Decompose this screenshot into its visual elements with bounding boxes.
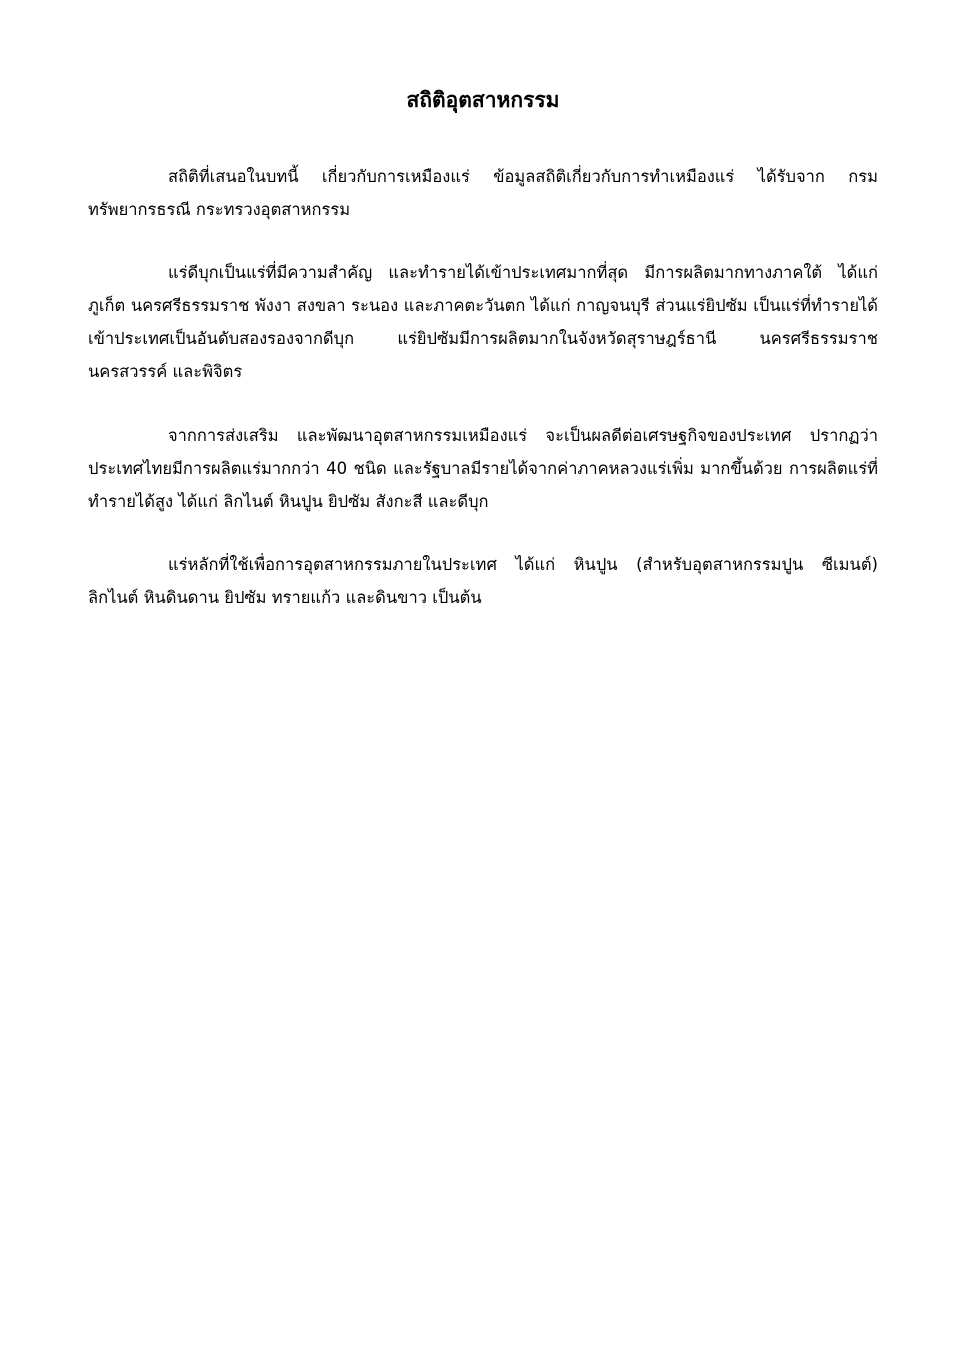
paragraph-mining-industry-development: จากการส่งเสริม และพัฒนาอุตสาหกรรมเหมืองแร่ จะเป็นผลดีต่อเศรษฐกิจของประเทศ ปรากฏว่าประเทศไทยมีการผลิตแร่มากกว่า 40 ชนิด และรัฐบาลมีรายได้จากค่าภาคหลวงแร่เพิ่ม มากขึ้นด้วย การผลิตแร่ที่ทำรายได้สูง ได้แก่ ลิกไนต์ หินปูน ยิปซัม สังกะสี และดีบุก — [88, 426, 878, 511]
paragraph-tin-and-gypsum: แร่ดีบุกเป็นแร่ที่มีความสำคัญ และทำรายได้เข้าประเทศมากที่สุด มีการผลิตมากทางภาคใต้ ได้แก่ ภูเก็ต นครศรีธรรมราช พังงา สงขลา ระนอง และภาคตะวันตก ได้แก่ กาญจนบุรี ส่วนแร่ยิปซัม เป็นแร่ที่ทำรายได้เข้าประเทศเป็นอันดับสองรองจากดีบุก แร่ยิปซัมมีการผลิตมากในจังหวัดสุราษฎร์ธานี นครศรีธรรมราช นครสวรรค์ และพิจิตร — [88, 263, 879, 381]
page-title: สถิติอุตสาหกรรม — [406, 88, 560, 112]
paragraph-mining-statistics-source: สถิติที่เสนอในบทนี้ เกี่ยวกับการเหมืองแร่ ข้อมูลสถิติเกี่ยวกับการทำเหมืองแร่ ได้รับจาก กรมทรัพยากรธรณี กระทรวงอุตสาหกรรม — [88, 167, 878, 219]
paragraph-domestic-industrial-minerals: แร่หลักที่ใช้เพื่อการอุตสาหกรรมภายในประเทศ ได้แก่ หินปูน (สำหรับอุตสาหกรรมปูน ซีเมนต์) ลิกไนต์ หินดินดาน ยิปซัม ทรายแก้ว และดินขาว เป็นต้น — [88, 555, 878, 607]
